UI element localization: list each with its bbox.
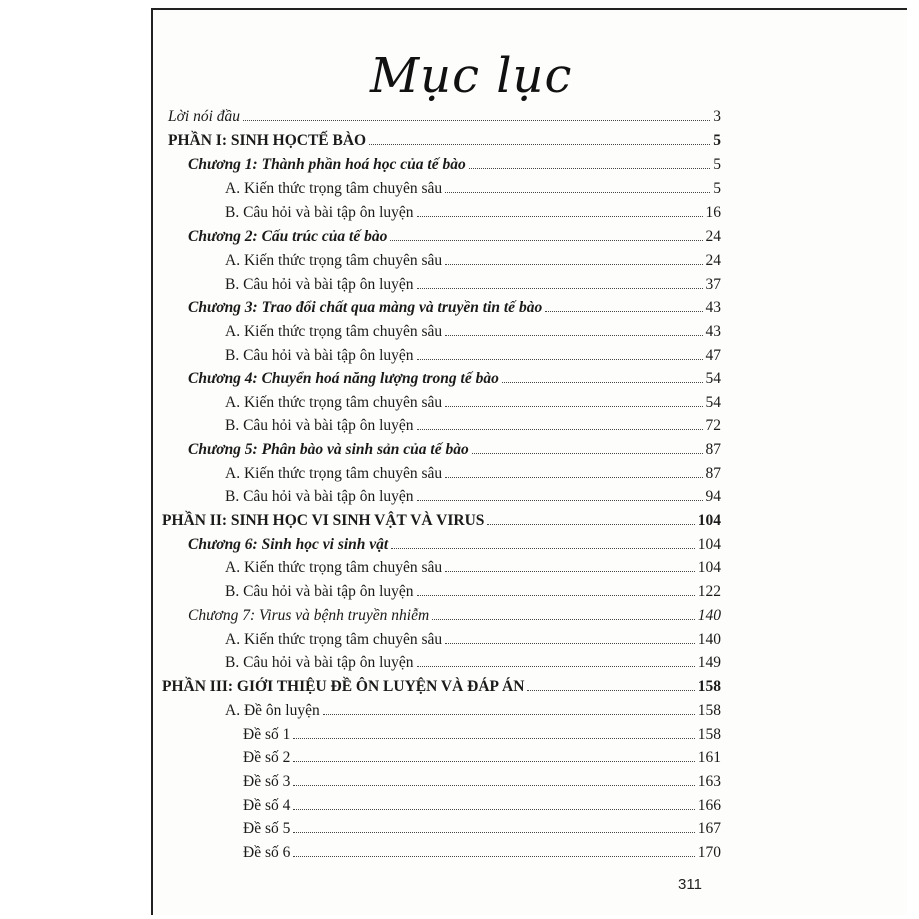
- dot-leader: [293, 819, 694, 833]
- toc-entry-chapter-1[interactable]: [188, 154, 721, 176]
- toc-entry-section[interactable]: [225, 700, 721, 722]
- toc-entry-chapter-6[interactable]: [188, 534, 721, 556]
- dot-leader: [417, 653, 695, 667]
- dot-leader: [417, 487, 703, 501]
- dot-leader: [293, 843, 694, 857]
- toc-entry-label: B. Câu hỏi và bài tập ôn luyện: [225, 488, 414, 505]
- toc-entry-chapter-5[interactable]: [188, 439, 721, 461]
- toc-entry-section[interactable]: [225, 652, 721, 674]
- toc-entry-chapter-7[interactable]: [188, 605, 721, 627]
- toc-entry-section[interactable]: [225, 274, 721, 296]
- toc-entry-label: Chương 3: Trao đổi chất qua màng và truyền tin tế bào: [188, 299, 543, 316]
- toc-entry-label: Đề số 2: [243, 749, 291, 766]
- toc-entry-label: A. Kiến thức trọng tâm chuyên sâu: [225, 465, 443, 482]
- dot-leader: [391, 535, 695, 549]
- toc-entry-label: Chương 6: Sinh học vi sinh vật: [188, 536, 389, 553]
- page-number: 311: [678, 876, 702, 893]
- toc-entry-page: 5: [713, 156, 721, 173]
- toc-entry-label: PHẦN II: SINH HỌC VI SINH VẬT VÀ VIRUS: [162, 512, 485, 529]
- toc-entry-section[interactable]: [225, 178, 721, 200]
- toc-entry-exam[interactable]: [243, 842, 721, 864]
- toc-entry-page: 43: [705, 299, 721, 316]
- toc-entry-label: A. Đề ôn luyện: [225, 702, 320, 719]
- toc-entry-section[interactable]: [225, 557, 721, 579]
- dot-leader: [369, 131, 710, 145]
- toc-entry-page: 122: [697, 583, 721, 600]
- dot-leader: [417, 203, 703, 217]
- toc-entry-label: Chương 2: Cấu trúc của tế bào: [188, 228, 388, 245]
- dot-leader: [293, 772, 694, 786]
- toc-entry-section[interactable]: [225, 486, 721, 508]
- toc-entry-section[interactable]: [225, 250, 721, 272]
- toc-entry-page: 5: [713, 180, 721, 197]
- dot-leader: [527, 677, 694, 691]
- toc-entry-label: B. Câu hỏi và bài tập ôn luyện: [225, 204, 414, 221]
- toc-entry-page: 24: [705, 228, 721, 245]
- toc-entry-label: A. Kiến thức trọng tâm chuyên sâu: [225, 252, 443, 269]
- toc-entry-label: A. Kiến thức trọng tâm chuyên sâu: [225, 559, 443, 576]
- toc-entry-label: A. Kiến thức trọng tâm chuyên sâu: [225, 180, 443, 197]
- toc-entry-label: Đề số 6: [243, 844, 291, 861]
- toc-entry-page: 104: [697, 559, 721, 576]
- toc-entry-page: 140: [697, 631, 721, 648]
- toc-entry-label: A. Kiến thức trọng tâm chuyên sâu: [225, 323, 443, 340]
- toc-entry-chapter-4[interactable]: [188, 368, 721, 390]
- toc-entry-page: 47: [705, 347, 721, 364]
- toc-entry-page: 149: [697, 654, 721, 671]
- toc-entry-section[interactable]: [225, 345, 721, 367]
- toc-entry-label: PHẦN III: GIỚI THIỆU ĐỀ ÔN LUYỆN VÀ ĐÁP ÁN: [162, 678, 525, 695]
- dot-leader: [487, 511, 694, 525]
- toc-entry-page: 24: [705, 252, 721, 269]
- toc-entry-section[interactable]: [225, 202, 721, 224]
- toc-entry-label: A. Kiến thức trọng tâm chuyên sâu: [225, 631, 443, 648]
- dot-leader: [432, 606, 695, 620]
- toc-entry-part-1[interactable]: [168, 130, 721, 152]
- dot-leader: [445, 179, 710, 193]
- toc-entry-label: B. Câu hỏi và bài tập ôn luyện: [225, 654, 414, 671]
- toc-entry-preface[interactable]: [168, 106, 721, 128]
- toc-entry-section[interactable]: [225, 629, 721, 651]
- dot-leader: [445, 322, 702, 336]
- dot-leader: [390, 227, 702, 241]
- toc-entry-label: Đề số 4: [243, 797, 291, 814]
- dot-leader: [445, 630, 695, 644]
- dot-leader: [445, 251, 702, 265]
- dot-leader: [472, 440, 703, 454]
- toc-entry-label: Chương 1: Thành phần hoá học của tế bào: [188, 156, 466, 173]
- dot-leader: [469, 155, 711, 169]
- toc-entry-label: Chương 7: Virus và bệnh truyền nhiễm: [188, 607, 430, 624]
- toc-entry-label: B. Câu hỏi và bài tập ôn luyện: [225, 583, 414, 600]
- toc-entry-page: 94: [705, 488, 721, 505]
- toc-entry-label: Đề số 5: [243, 820, 291, 837]
- toc-entry-exam[interactable]: [243, 818, 721, 840]
- dot-leader: [445, 558, 695, 572]
- dot-leader: [445, 393, 702, 407]
- toc-entry-label: B. Câu hỏi và bài tập ôn luyện: [225, 347, 414, 364]
- toc-entry-page: 54: [705, 370, 721, 387]
- dot-leader: [417, 582, 695, 596]
- toc-entry-label: PHẦN I: SINH HỌCTẾ BÀO: [168, 132, 367, 149]
- dot-leader: [417, 275, 703, 289]
- toc-entry-page: 104: [697, 536, 721, 553]
- toc-entry-label: Chương 4: Chuyển hoá năng lượng trong tế bào: [188, 370, 499, 387]
- toc-entry-page: 16: [705, 204, 721, 221]
- toc-entry-label: B. Câu hỏi và bài tập ôn luyện: [225, 417, 414, 434]
- toc-entry-page: 140: [697, 607, 721, 624]
- dot-leader: [502, 369, 703, 383]
- toc-entry-page: 161: [697, 749, 721, 766]
- dot-leader: [293, 748, 694, 762]
- toc-entry-exam[interactable]: [243, 795, 721, 817]
- toc-entry-page: 87: [705, 465, 721, 482]
- toc-entry-page: 158: [697, 726, 721, 743]
- toc-entry-exam[interactable]: [243, 771, 721, 793]
- dot-leader: [293, 725, 694, 739]
- toc-entry-page: 158: [697, 702, 721, 719]
- toc-entry-label: Đề số 3: [243, 773, 291, 790]
- dot-leader: [293, 796, 694, 810]
- toc-entry-label: Chương 5: Phân bào và sinh sản của tế bào: [188, 441, 469, 458]
- toc-entry-label: A. Kiến thức trọng tâm chuyên sâu: [225, 394, 443, 411]
- toc-entry-page: 87: [705, 441, 721, 458]
- dot-leader: [417, 346, 703, 360]
- toc-entry-exam[interactable]: [243, 724, 721, 746]
- toc-entry-label: Lời nói đầu: [168, 108, 241, 125]
- toc-entry-label: B. Câu hỏi và bài tập ôn luyện: [225, 276, 414, 293]
- toc-entry-exam[interactable]: [243, 747, 721, 769]
- dot-leader: [323, 701, 695, 715]
- toc-entry-section[interactable]: [225, 392, 721, 414]
- toc-entry-page: 3: [713, 108, 721, 125]
- toc-entry-page: 104: [697, 512, 721, 529]
- toc-entry-section[interactable]: [225, 321, 721, 343]
- toc-entry-section[interactable]: [225, 415, 721, 437]
- dot-leader: [545, 298, 702, 312]
- toc-entry-chapter-2[interactable]: [188, 226, 721, 248]
- toc-entry-label: Đề số 1: [243, 726, 291, 743]
- toc-entry-chapter-3[interactable]: [188, 297, 721, 319]
- toc-entry-page: 43: [705, 323, 721, 340]
- dot-leader: [243, 107, 710, 121]
- toc-entry-page: 37: [705, 276, 721, 293]
- toc-entry-page: 158: [697, 678, 721, 695]
- dot-leader: [445, 464, 702, 478]
- toc-entry-page: 170: [697, 844, 721, 861]
- toc-entry-section[interactable]: [225, 581, 721, 603]
- page-title: Mục lục: [370, 48, 573, 104]
- toc-entry-part-3[interactable]: [162, 676, 721, 698]
- toc-entry-page: 163: [697, 773, 721, 790]
- toc-entry-page: 54: [705, 394, 721, 411]
- toc-entry-page: 167: [697, 820, 721, 837]
- toc-entry-page: 72: [705, 417, 721, 434]
- toc-entry-page: 166: [697, 797, 721, 814]
- toc-entry-section[interactable]: [225, 463, 721, 485]
- toc-entry-page: 5: [713, 132, 721, 149]
- toc-entry-part-2[interactable]: [162, 510, 721, 532]
- dot-leader: [417, 416, 703, 430]
